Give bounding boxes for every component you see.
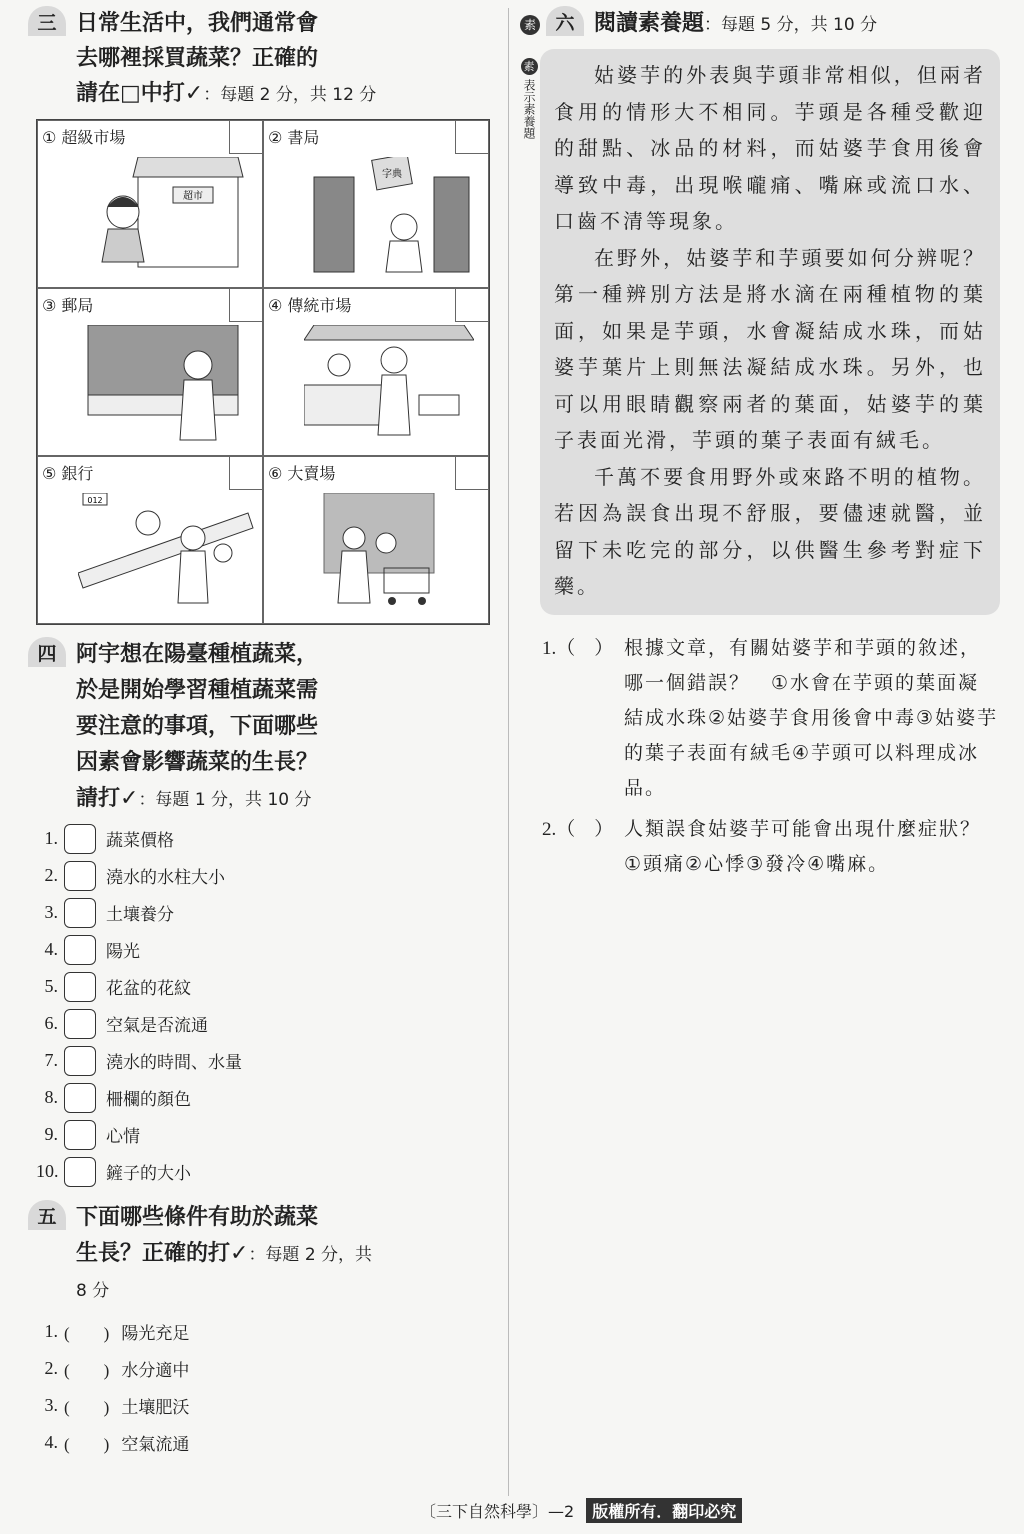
section-4-line5: 請打✓ <box>76 786 139 811</box>
item-number: 9. <box>44 1124 58 1144</box>
list-item <box>36 1387 494 1424</box>
item-text: 陽光充足 <box>121 1324 190 1344</box>
page-footer <box>420 1498 742 1523</box>
item-text: 花盆的花紋 <box>106 979 191 999</box>
option-post-office <box>37 288 263 456</box>
reading-question-1 <box>542 631 1000 806</box>
item-text: 澆水的時間、水量 <box>106 1053 242 1073</box>
item-number: 8. <box>44 1087 58 1107</box>
checkbox[interactable] <box>64 1120 96 1150</box>
bank-illustration <box>78 493 258 613</box>
option-label: ② 書局 <box>268 128 320 147</box>
section-3-header <box>28 6 494 113</box>
supermarket-sign: 超市 <box>183 191 203 202</box>
book-title: 字典 <box>382 169 402 180</box>
answer-box[interactable] <box>455 289 488 322</box>
list-item <box>36 894 494 931</box>
supermarket-illustration <box>78 157 248 277</box>
section-5-points-cont: 8 分 <box>76 1281 110 1301</box>
hypermarket-illustration <box>304 493 474 613</box>
section-6-header <box>520 6 1000 43</box>
item-text: 水分適中 <box>121 1361 190 1381</box>
answer-blank[interactable]: ( ) <box>64 1324 110 1343</box>
section-4-list <box>36 820 494 1190</box>
item-number: 4. <box>44 1432 58 1452</box>
item-text: 鏟子的大小 <box>106 1164 191 1184</box>
checkbox[interactable] <box>64 1157 96 1187</box>
literacy-side-label <box>520 58 538 139</box>
section-6-badge: 六 <box>546 6 584 36</box>
option-traditional-market <box>263 288 489 456</box>
bookstore-illustration <box>304 157 474 277</box>
item-text: 土壤肥沃 <box>121 1398 190 1418</box>
list-item <box>36 1042 494 1079</box>
item-number: 2. <box>44 1358 58 1378</box>
reading-passage <box>540 49 1000 615</box>
section-6-title: 閱讀素養題 <box>594 11 705 36</box>
section-6-points: ：每題 5 分，共 10 分 <box>704 15 878 35</box>
section-4-points: ：每題 1 分，共 10 分 <box>138 790 312 810</box>
checkbox[interactable] <box>64 861 96 891</box>
answer-box[interactable] <box>229 457 262 490</box>
footer-copyright: 版權所有．翻印必究 <box>586 1498 742 1523</box>
answer-box[interactable] <box>455 121 488 154</box>
item-number: 2. <box>44 865 58 885</box>
section-3-question <box>76 6 376 113</box>
section-5-list <box>36 1313 494 1461</box>
section-4-badge: 四 <box>28 637 66 667</box>
section-5-question <box>76 1200 372 1309</box>
answer-blank[interactable]: ( ) <box>64 1398 110 1417</box>
answer-box[interactable] <box>229 121 262 154</box>
question-number[interactable]: 1.（ ） <box>542 637 614 659</box>
section-3-line3: 請在□中打✓ <box>76 81 204 106</box>
list-item <box>36 1116 494 1153</box>
option-bank <box>37 456 263 624</box>
checkbox[interactable] <box>64 1009 96 1039</box>
option-supermarket <box>37 120 263 288</box>
option-label: ⑥ 大賣場 <box>268 464 336 483</box>
question-text: 人類誤食姑婆芋可能會出現什麼症狀？ ①頭痛②心悸③發冷④嘴麻。 <box>624 817 1003 875</box>
section-3-line1: 日常生活中，我們通常會 <box>76 11 319 36</box>
item-number: 4. <box>44 939 58 959</box>
section-5-header <box>28 1200 494 1309</box>
section-4-question <box>76 637 318 818</box>
item-text: 空氣是否流通 <box>106 1016 208 1036</box>
option-bookstore <box>263 120 489 288</box>
list-item <box>36 1313 494 1350</box>
list-item <box>36 1350 494 1387</box>
option-label: ⑤ 銀行 <box>42 464 94 483</box>
item-text: 土壤養分 <box>106 905 174 925</box>
question-text: 根據文章，有關姑婆芋和芋頭的敘述，哪一個錯誤？ ①水會在芋頭的葉面凝結成水珠②姑婆芋食用後會中毒③姑婆芋的葉子表面有絨毛④芋頭可以料理成冰品。 <box>624 636 999 799</box>
item-number: 6. <box>44 1013 58 1033</box>
answer-blank[interactable]: ( ) <box>64 1435 110 1454</box>
option-hypermarket <box>263 456 489 624</box>
list-item <box>36 1005 494 1042</box>
passage-paragraph-3: 千萬不要食用野外或來路不明的植物。若因為誤食出現不舒服，要儘速就醫，並留下未吃完的部分，以供醫生參考對症下藥。 <box>554 464 986 598</box>
list-item <box>36 968 494 1005</box>
item-number: 3. <box>44 1395 58 1415</box>
item-text: 蔬菜價格 <box>106 831 174 851</box>
item-text: 陽光 <box>106 942 140 962</box>
literacy-badge: 素 <box>520 15 540 35</box>
right-column <box>520 6 1003 882</box>
passage-paragraph-1: 姑婆芋的外表與芋頭非常相似，但兩者食用的情形大不相同。芋頭是各種受歡迎的甜點、冰品的材料，而姑婆芋食用後會導致中毒，出現喉嚨痛、嘴麻或流口水、口齒不清等現象。 <box>554 63 986 233</box>
section-4-line2: 於是開始學習種植蔬菜需 <box>76 678 319 703</box>
list-item <box>36 1153 494 1190</box>
shop-options-grid <box>36 119 490 625</box>
section-4-header <box>28 637 494 818</box>
reading-questions <box>520 631 1003 882</box>
item-number: 1. <box>44 1321 58 1341</box>
checkbox[interactable] <box>64 935 96 965</box>
bank-counter-number: 012 <box>87 496 103 505</box>
item-number: 5. <box>44 976 58 996</box>
answer-box[interactable] <box>455 457 488 490</box>
checkbox[interactable] <box>64 824 96 854</box>
section-4-line3: 要注意的事項，下面哪些 <box>76 714 319 739</box>
answer-blank[interactable]: ( ) <box>64 1361 110 1380</box>
item-text: 柵欄的顏色 <box>106 1090 191 1110</box>
item-number: 10. <box>36 1161 59 1181</box>
answer-box[interactable] <box>229 289 262 322</box>
question-number[interactable]: 2.（ ） <box>542 818 614 840</box>
list-item <box>36 820 494 857</box>
checkbox[interactable] <box>64 1046 96 1076</box>
traditional-market-illustration <box>304 325 474 445</box>
section-3-badge: 三 <box>28 6 66 36</box>
reading-question-2 <box>542 812 1003 882</box>
option-label: ④ 傳統市場 <box>268 296 352 315</box>
footer-subject: 〔三下自然科學〕—2 <box>420 1502 575 1521</box>
checkbox[interactable] <box>64 1083 96 1113</box>
list-item <box>36 857 494 894</box>
literacy-side-badge: 素 <box>521 58 538 75</box>
section-5-badge: 五 <box>28 1200 66 1230</box>
option-label: ① 超級市場 <box>42 128 126 147</box>
item-number: 7. <box>44 1050 58 1070</box>
section-4-line1: 阿宇想在陽臺種植蔬菜， <box>76 642 319 667</box>
checkbox[interactable] <box>64 972 96 1002</box>
checkbox[interactable] <box>64 898 96 928</box>
item-text: 心情 <box>106 1127 140 1147</box>
left-column <box>28 6 494 1461</box>
section-5-line2: 生長？正確的打✓ <box>76 1241 249 1266</box>
item-number: 1. <box>44 828 58 848</box>
passage-paragraph-2: 在野外，姑婆芋和芋頭要如何分辨呢？第一種辨別方法是將水滴在兩種植物的葉面，如果是芋頭，水會凝結成水珠，而姑婆芋葉片上則無法凝結成水珠。另外，也可以用眼睛觀察兩者的葉面，姑婆芋的葉子表面光滑，芋頭的葉子表面有絨毛。 <box>554 245 986 452</box>
section-5-points: ：每題 2 分，共 <box>248 1245 373 1265</box>
column-divider <box>508 8 509 1496</box>
section-4-line4: 因素會影響蔬菜的生長？ <box>76 750 319 775</box>
section-6-title-line <box>594 6 877 43</box>
list-item <box>36 1079 494 1116</box>
list-item <box>36 1424 494 1461</box>
item-text: 空氣流通 <box>121 1435 190 1455</box>
item-text: 澆水的水柱大小 <box>106 868 225 888</box>
item-number: 3. <box>44 902 58 922</box>
list-item <box>36 931 494 968</box>
literacy-side-text: 表示素養題 <box>522 79 536 139</box>
post-office-illustration <box>78 325 248 445</box>
section-3-points: ：每題 2 分，共 12 分 <box>203 85 377 105</box>
section-5-line1: 下面哪些條件有助於蔬菜 <box>76 1205 319 1230</box>
option-label: ③ 郵局 <box>42 296 94 315</box>
section-3-line2: 去哪裡採買蔬菜？正確的 <box>76 46 319 71</box>
